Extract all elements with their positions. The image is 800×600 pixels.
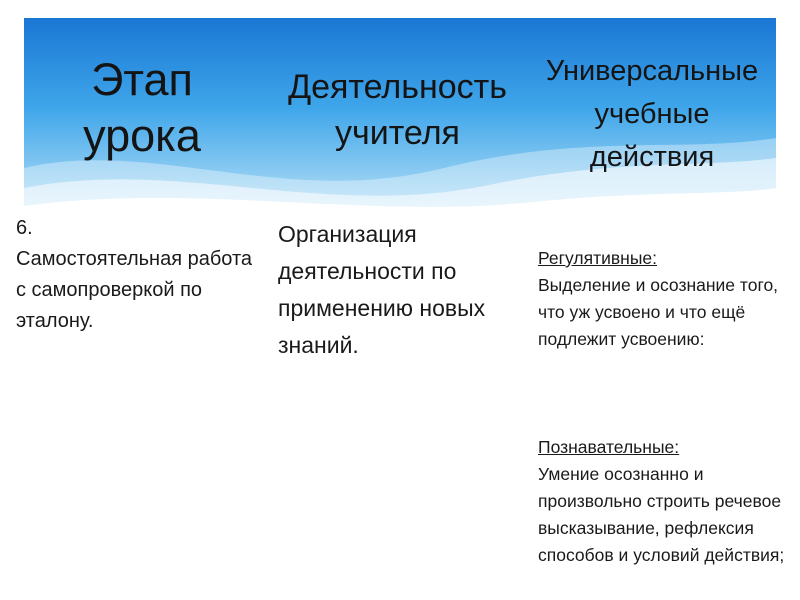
header-teacher-activity: Деятельность учителя — [288, 68, 507, 152]
cell-teacher-activity: Организация деятельности по применению новых знаний. — [278, 221, 486, 358]
regulatory-title: Регулятивные: — [538, 248, 657, 268]
cell-uud — [538, 218, 788, 596]
cognitive-title: Познавательные: — [538, 437, 680, 457]
header-uud: Универсальные учебные действия — [545, 55, 759, 173]
cell-stage: 6. Самостоятельная работа с самопроверкой по эталону. — [16, 217, 253, 332]
spacer — [538, 380, 788, 407]
header-stage: Этап урока — [83, 54, 201, 161]
cognitive-text: Умение осознанно и произвольно строить речевое высказывание, рефлексия способов и условий действия; — [538, 464, 785, 565]
regulatory-text: Выделение и осознание того, что уж усвоено и что ещё подлежит усвоению: — [538, 275, 779, 349]
